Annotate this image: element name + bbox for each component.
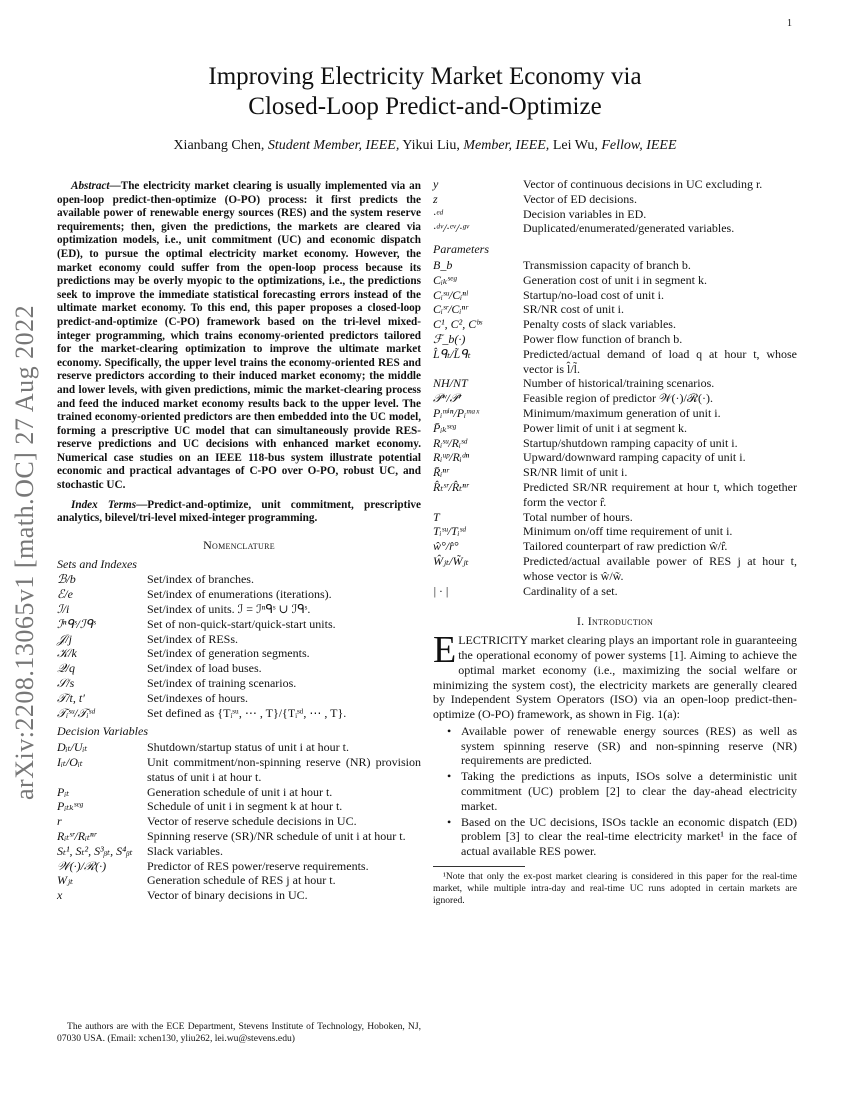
parameter-entry — [433, 421, 797, 436]
parameter-entry — [433, 273, 797, 288]
parameter-entry-symbol: ŵ°/r̂° — [433, 539, 459, 554]
parameter-entry-definition: Tailored counterpart of raw prediction ŵ/r̂. — [523, 539, 728, 554]
author-2-role: Member, IEEE, — [463, 138, 550, 153]
variable-entry — [433, 221, 797, 236]
sets-list — [57, 572, 421, 720]
decision-entry-definition: Spinning reserve (SR)/NR schedule of unit i at hour t. — [147, 828, 406, 843]
set-entry — [57, 676, 421, 691]
decision-entry-symbol: Dᵢₜ/Uᵢₜ — [57, 740, 88, 755]
parameter-entry — [433, 288, 797, 303]
parameter-entry-symbol: Tᵢˢᵘ/Tᵢˢᵈ — [433, 524, 466, 539]
set-entry-symbol: 𝒯ᵢˢᵘ/𝒯ᵢˢᵈ — [57, 705, 95, 720]
set-entry-symbol: 𝒬/q — [57, 661, 75, 676]
decision-entry — [57, 873, 421, 888]
set-entry-symbol: ℬ/b — [57, 572, 76, 587]
decision-entry — [57, 755, 421, 785]
decision-entry-symbol: Iᵢₜ/Oᵢₜ — [57, 755, 83, 769]
parameters-subheading: Parameters — [433, 242, 489, 257]
parameter-entry-symbol: Rᵢᵘᵖ/Rᵢᵈⁿ — [433, 450, 470, 465]
sets-subheading: Sets and Indexes — [57, 556, 137, 571]
parameter-entry-definition: Predicted/actual available power of RES j at hour t, whose vector is ŵ/w̃. — [523, 553, 797, 583]
affiliation-footnote: The authors are with the ECE Department, Stevens Institute of Technology, Hoboken, NJ, 07030 USA. (Email: xchen130, yliu262, lei.wu@stevens.edu) — [57, 1021, 421, 1044]
parameter-entry-definition: Total number of hours. — [523, 509, 633, 524]
title-line-1: Improving Electricity Market Economy via — [208, 63, 642, 90]
decision-entry-symbol: r — [57, 814, 62, 829]
parameter-entry — [433, 539, 797, 554]
set-entry — [57, 632, 421, 647]
parameter-entry-symbol: R̄ᵢⁿʳ — [433, 465, 449, 480]
introduction-heading: I. Introduction — [576, 614, 654, 629]
decision-entry-symbol: Wⱼₜ — [57, 873, 74, 888]
parameter-entry — [433, 510, 797, 525]
variable-entry-definition: Vector of continuous decisions in UC excluding r. — [523, 177, 763, 191]
decision-entry-definition: Generation schedule of RES j at hour t. — [147, 873, 336, 888]
parameter-entry-definition: SR/NR limit of unit i. — [523, 465, 628, 480]
parameter-entry — [433, 391, 797, 406]
parameter-entry — [433, 450, 797, 465]
set-entry-definition: Set/index of load buses. — [147, 661, 262, 676]
parameter-entry-symbol: Pᵢᵐⁱⁿ/Pᵢᵐᵃˣ — [433, 405, 480, 420]
title-line-2: Closed-Loop Predict-and-Optimize — [248, 93, 602, 120]
arxiv-identifier: arXiv:2208.13065v1 [math.OC] 27 Aug 2022 — [10, 304, 39, 800]
decision-subheading: Decision Variables — [57, 724, 148, 739]
set-entry — [57, 602, 421, 617]
parameter-entry — [433, 465, 797, 480]
parameter-entry — [433, 406, 797, 421]
set-entry-symbol: ℐⁿᑫˢ/ℐᑫˢ — [57, 616, 96, 631]
author-3-role: Fellow, IEEE — [601, 138, 677, 153]
variable-entry-symbol: ·ᵉᵈ — [433, 206, 443, 221]
set-entry — [57, 691, 421, 706]
author-3: Lei Wu, — [552, 138, 598, 153]
parameter-entry-symbol: P̄ᵢₖˢᵉᵍ — [433, 420, 456, 435]
parameter-entry-definition: Penalty costs of slack variables. — [523, 317, 676, 332]
decision-entry-symbol: Rᵢₜˢʳ/Rᵢₜⁿʳ — [57, 828, 97, 843]
parameter-entry-definition: Startup/shutdown ramping capacity of unit i. — [523, 435, 738, 450]
nomenclature-heading: Nomenclature — [203, 537, 275, 552]
parameter-entry-symbol: Rᵢˢᵘ/Rᵢˢᵈ — [433, 435, 468, 450]
dropcap-letter: E — [433, 629, 457, 672]
decision-entry-definition: Generation schedule of unit i at hour t. — [147, 784, 333, 799]
set-entry — [57, 706, 421, 721]
parameter-entry-definition: Power limit of unit i at segment k. — [523, 420, 687, 435]
page-number: 1 — [787, 18, 792, 29]
parameter-entry-symbol: L̂ᑫₜ/L̃ᑫₜ — [433, 346, 471, 361]
set-entry-symbol: 𝒯/t, t′ — [57, 690, 85, 705]
variable-entry — [433, 192, 797, 207]
parameter-entry-definition: Cardinality of a set. — [523, 583, 618, 598]
introduction-text: LECTRICITY market clearing plays an important role in guaranteeing the operational economy of power systems [1]. Aiming to achieve the optimal market economy (i.e., maximizing the social welfare or minimizing the system cost), the electricity markets are generally cleared by Independent System Operators (ISO) via an open-loop predict-then-optimize (O-PO) framework, as shown in Fig. 1(a): — [433, 633, 797, 722]
introduction-bullet: • Available power of renewable energy sources (RES) as well as system spinning reserve (SR) and non-spinning reserve (NR) requirements are predicted. — [433, 724, 797, 768]
author-1: Xianbang Chen, — [173, 138, 265, 153]
parameter-entry-symbol: Cᵢˢʳ/Cᵢⁿʳ — [433, 302, 468, 317]
decision-entry-symbol: Pᵢₜ — [57, 784, 70, 799]
set-entry-definition: Set/indexes of hours. — [147, 690, 248, 705]
parameter-entry-symbol: R̂ₜˢʳ/R̂ₜⁿʳ — [433, 479, 469, 494]
parameter-entry-definition: Startup/no-load cost of unit i. — [523, 287, 664, 302]
parameter-entry — [433, 436, 797, 451]
decision-entry — [57, 740, 421, 755]
right-column — [433, 177, 797, 907]
parameter-entry-symbol: NH/NT — [433, 376, 468, 391]
variable-entry — [433, 207, 797, 222]
decision-list — [57, 740, 421, 903]
parameter-entry-definition: SR/NR cost of unit i. — [523, 302, 625, 317]
set-entry — [57, 661, 421, 676]
variable-entry-symbol: y — [433, 177, 439, 191]
footnote-rule — [433, 866, 525, 867]
decision-entry-definition: Predictor of RES power/reserve requirements. — [147, 858, 369, 873]
left-column — [57, 180, 421, 903]
author-list — [0, 138, 850, 154]
parameter-entry — [433, 347, 797, 377]
parameter-entry-definition: Minimum/maximum generation of unit i. — [523, 405, 721, 420]
set-entry-definition: Set/index of branches. — [147, 572, 254, 587]
set-entry — [57, 646, 421, 661]
author-1-role: Student Member, IEEE, — [267, 138, 400, 153]
set-entry-definition: Set/index of units. ℐ = ℐⁿᑫˢ ∪ ℐᑫˢ. — [147, 602, 311, 617]
set-entry-definition: Set/index of RESs. — [147, 631, 239, 646]
right-variable-list — [433, 177, 797, 236]
decision-entry-symbol: Sₜ¹, Sₜ², S³ᵦₜ, S⁴ᵦₜ — [57, 843, 133, 858]
abstract-text: —The electricity market clearing is usually implemented via an open-loop predict-then-optimize (O-PO) process: it first predicts the available power of renewable energy sources (RES) and the system reserve requirements; then, given the predictions, the markets are cleared via optimization models, i.e., unit commitment (UC) and economic dispatch (ED), to pursue the optimal electricity market economy. However, the market economy could suffer from the open-loop process because its predictions may be overly myopic to the optimizations, i.e., the predictions seek to improve the immediate statistical forecasting errors instead of the ultimate market economy. To this end, this paper proposes a closed-loop predict-and-optimize (C-PO) framework based on the tri-level mixed-integer programming, which trains economy-oriented predictors tailored for the market-clearing optimization to improve the ultimate market economy. Specifically, the upper level trains the economy-oriented RES and reserve predictors according to their induced market economy; the middle and lower levels, with given predictions, mimic the market-clearing process and feed the induced market economy results back to the upper level. The trained economy-oriented predictors are then embedded into the UC model, forming a prescriptive UC model that can simultaneously provide RES-reserve predictions and UC decisions with enhanced market economy. Numerical case studies on an IEEE 118-bus system illustrate potential economic and practical advantages of C-PO over O-PO, robust UC, and stochastic UC. — [57, 180, 421, 492]
variable-entry-definition: Duplicated/enumerated/generated variables. — [523, 221, 735, 236]
decision-entry-definition: Vector of reserve schedule decisions in UC. — [147, 814, 357, 829]
parameter-entry-symbol: C¹, C², Cᵇˢ — [433, 317, 482, 332]
decision-entry — [57, 888, 421, 903]
parameter-entry-definition: Predicted/actual demand of load q at hour t, whose vector is l̂/l̃. — [523, 346, 797, 376]
parameter-entry-symbol: T — [433, 509, 440, 524]
parameter-entry — [433, 524, 797, 539]
parameter-entry — [433, 584, 797, 599]
parameter-entry-definition: Power flow function of branch b. — [523, 331, 683, 346]
introduction-bullet: • Taking the predictions as inputs, ISOs solve a deterministic unit commitment (UC) problem [2] to clear the day-ahead electricity market. — [433, 769, 797, 813]
set-entry-definition: Set of non-quick-start/quick-start units. — [147, 616, 336, 631]
decision-entry-definition: Shutdown/startup status of unit i at hour t. — [147, 740, 349, 755]
variable-entry-symbol: ·ᵈᵛ/·ᵉᵛ/·ᵍᵛ — [433, 221, 470, 236]
decision-entry-definition: Slack variables. — [147, 843, 223, 858]
variable-entry-definition: Decision variables in ED. — [523, 206, 647, 221]
set-entry-symbol: ℐ/i — [57, 602, 70, 617]
decision-entry-definition: Schedule of unit i in segment k at hour t. — [147, 799, 343, 814]
parameter-entry-definition: Number of historical/training scenarios. — [523, 376, 715, 391]
parameter-entry-symbol: B_b — [433, 257, 453, 272]
decision-entry — [57, 814, 421, 829]
decision-entry-symbol: Pᵢₜₖˢᵉᵍ — [57, 799, 83, 814]
decision-entry — [57, 859, 421, 874]
parameter-entry-symbol: Cᵢₖˢᵉᵍ — [433, 272, 457, 287]
parameter-entry — [433, 554, 797, 584]
decision-entry-definition: Vector of binary decisions in UC. — [147, 888, 308, 903]
parameter-entry — [433, 302, 797, 317]
parameter-entry-symbol: Ŵⱼₜ/W̃ⱼₜ — [433, 553, 469, 568]
set-entry-definition: Set/index of enumerations (iterations). — [147, 587, 332, 602]
variable-entry-definition: Vector of ED decisions. — [523, 191, 637, 206]
set-entry-definition: Set/index of training scenarios. — [147, 676, 297, 691]
introduction-paragraph — [433, 629, 797, 722]
decision-entry-definition: Unit commitment/non-spinning reserve (NR) provision status of unit i at hour t. — [147, 755, 421, 784]
set-entry-symbol: 𝒮/s — [57, 676, 75, 691]
parameter-entry-symbol: ℱ_b(·) — [433, 331, 466, 346]
set-entry-symbol: ℰ/e — [57, 587, 73, 602]
introduction-bullets — [433, 724, 797, 859]
parameter-entry-definition: Predicted SR/NR requirement at hour t, which together form the vector r̂. — [523, 479, 797, 509]
variable-entry — [433, 177, 797, 192]
parameter-entry-symbol: 𝒫ʷ/𝒫ʳ — [433, 391, 461, 406]
decision-entry-symbol: x — [57, 888, 63, 903]
set-entry — [57, 617, 421, 632]
parameter-entry — [433, 480, 797, 510]
market-footnote: ¹Note that only the ex-post market clearing is considered in this paper for the real-time market, while multiple intra-day and real-time UC runs adopted in certain markets are ignored. — [433, 871, 797, 907]
parameter-entry-symbol: | · | — [433, 583, 449, 598]
decision-entry — [57, 844, 421, 859]
parameter-entry — [433, 258, 797, 273]
introduction-bullet: • Based on the UC decisions, ISOs tackle an economic dispatch (ED) problem [3] to clear the real-time electricity market¹ in the face of actual available RES power. — [433, 815, 797, 859]
set-entry-definition: Set defined as {Tᵢˢᵘ, ⋯ , T}/{Tᵢˢᵈ, ⋯ , T}. — [147, 705, 347, 720]
parameter-entry — [433, 332, 797, 347]
decision-entry-symbol: 𝒲(·)/ℛ(·) — [57, 858, 107, 873]
set-entry-symbol: 𝒦/k — [57, 646, 77, 661]
paper-title — [0, 62, 850, 122]
author-2: Yikui Liu, — [402, 138, 460, 153]
decision-entry — [57, 785, 421, 800]
parameter-entry-definition: Minimum on/off time requirement of unit i. — [523, 524, 733, 539]
set-entry — [57, 587, 421, 602]
variable-entry-symbol: z — [433, 191, 438, 206]
index-terms-label: Index Terms — [71, 498, 137, 511]
index-terms — [57, 499, 421, 526]
abstract — [57, 180, 421, 493]
abstract-label: Abstract — [71, 180, 110, 192]
parameter-list — [433, 258, 797, 598]
parameter-entry-definition: Feasible region of predictor 𝒲(·)/ℛ(·). — [523, 391, 714, 406]
parameter-entry-definition: Transmission capacity of branch b. — [523, 257, 691, 272]
parameter-entry-definition: Upward/downward ramping capacity of unit i. — [523, 450, 746, 465]
parameter-entry — [433, 376, 797, 391]
parameter-entry-definition: Generation cost of unit i in segment k. — [523, 272, 707, 287]
set-entry-symbol: 𝒥/j — [57, 631, 72, 646]
set-entry-definition: Set/index of generation segments. — [147, 646, 310, 661]
decision-entry — [57, 799, 421, 814]
parameter-entry-symbol: Cᵢˢᵘ/Cᵢⁿˡ — [433, 287, 468, 302]
parameter-entry — [433, 317, 797, 332]
index-terms-text: —Predict-and-optimize, unit commitment, prescriptive analytics, bilevel/tri-level mixed-integer programming. — [57, 498, 421, 525]
decision-entry — [57, 829, 421, 844]
set-entry — [57, 572, 421, 587]
